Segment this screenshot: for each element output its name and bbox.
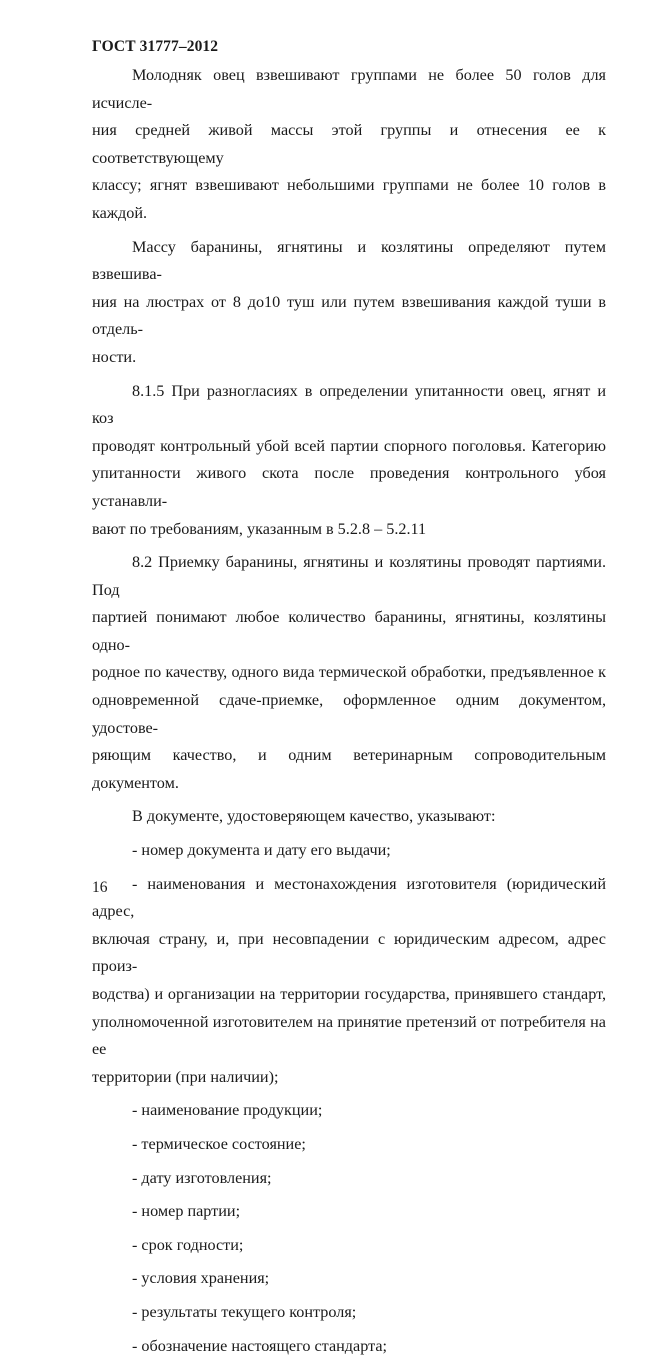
text-line: родное по качеству, одного вида термической обработки, предъявленное к	[92, 663, 606, 682]
text-line: ния на люстрах от 8 до10 туш или путем взвешивания каждой туши в отдель-	[92, 292, 606, 339]
text-line: водства) и организации на территории государства, принявшего стандарт,	[92, 985, 606, 1003]
list-item	[92, 837, 606, 865]
text-line: включая страну, и, при несовпадении с юридическим адресом, адрес произ-	[92, 929, 606, 976]
clause-8-2	[92, 549, 606, 797]
list-item: - обозначение настоящего стандарта;	[132, 1336, 388, 1355]
text-line: ности.	[92, 347, 137, 366]
text-line: вают по требованиям, указанным в 5.2.8 – 5.2.11	[92, 519, 427, 538]
text-line: проводят контрольный убой всей партии спорного поголовья. Категорию	[92, 436, 606, 455]
list-item: - результаты текущего контроля;	[132, 1302, 357, 1321]
text-line: - номер документа и дату его выдачи;	[132, 841, 391, 860]
text-line: уполномоченной изготовителем на принятие претензий от потребителя на ее	[92, 1012, 606, 1059]
clause-8-1-5	[92, 378, 606, 544]
paragraph	[92, 803, 606, 831]
list-item: - дату изготовления;	[132, 1168, 272, 1187]
list-item: - условия хранения;	[132, 1269, 270, 1288]
text-line: упитанности живого скота после проведения контрольного убоя устанавли-	[92, 464, 606, 510]
list-item	[92, 871, 606, 1092]
page-number: 16	[92, 879, 108, 896]
document-body	[92, 62, 606, 1360]
list-item: - номер партии;	[132, 1202, 241, 1221]
list-item: - наименование продукции;	[132, 1101, 323, 1120]
text-line: ряющим качество, и одним ветеринарным сопроводительным документом.	[92, 746, 606, 792]
paragraph	[92, 234, 606, 372]
text-line: партией понимают любое количество баранины, ягнятины, козлятины одно-	[92, 608, 606, 654]
text-line: ния средней живой массы этой группы и отнесения ее к соответствующему	[92, 121, 606, 167]
text-line: 8.2 Приемку баранины, ягнятины и козлятины проводят партиями. Под	[92, 553, 606, 599]
text-line: одновременной сдаче-приемке, оформленное одним документом, удостове-	[92, 691, 606, 737]
text-line: Молодняк овец взвешивают группами не более 50 голов для исчисле-	[92, 66, 606, 112]
text-line: Массу баранины, ягнятины и козлятины определяют путем взвешива-	[92, 237, 606, 284]
text-line: классу; ягнят взвешивают небольшими группами не более 10 голов в каждой.	[92, 176, 606, 222]
list-item: - срок годности;	[132, 1235, 244, 1254]
text-line: 8.1.5 При разногласиях в определении упитанности овец, ягнят и коз	[92, 381, 606, 428]
text-line: - наименования и местонахождения изготовителя (юридический адрес,	[92, 874, 606, 921]
list-item: - термическое состояние;	[132, 1134, 306, 1153]
document-header: ГОСТ 31777–2012	[92, 38, 219, 55]
text-line: территории (при наличии);	[92, 1067, 279, 1086]
paragraph	[92, 62, 606, 228]
text-line: В документе, удостоверяющем качество, указывают:	[132, 807, 496, 826]
